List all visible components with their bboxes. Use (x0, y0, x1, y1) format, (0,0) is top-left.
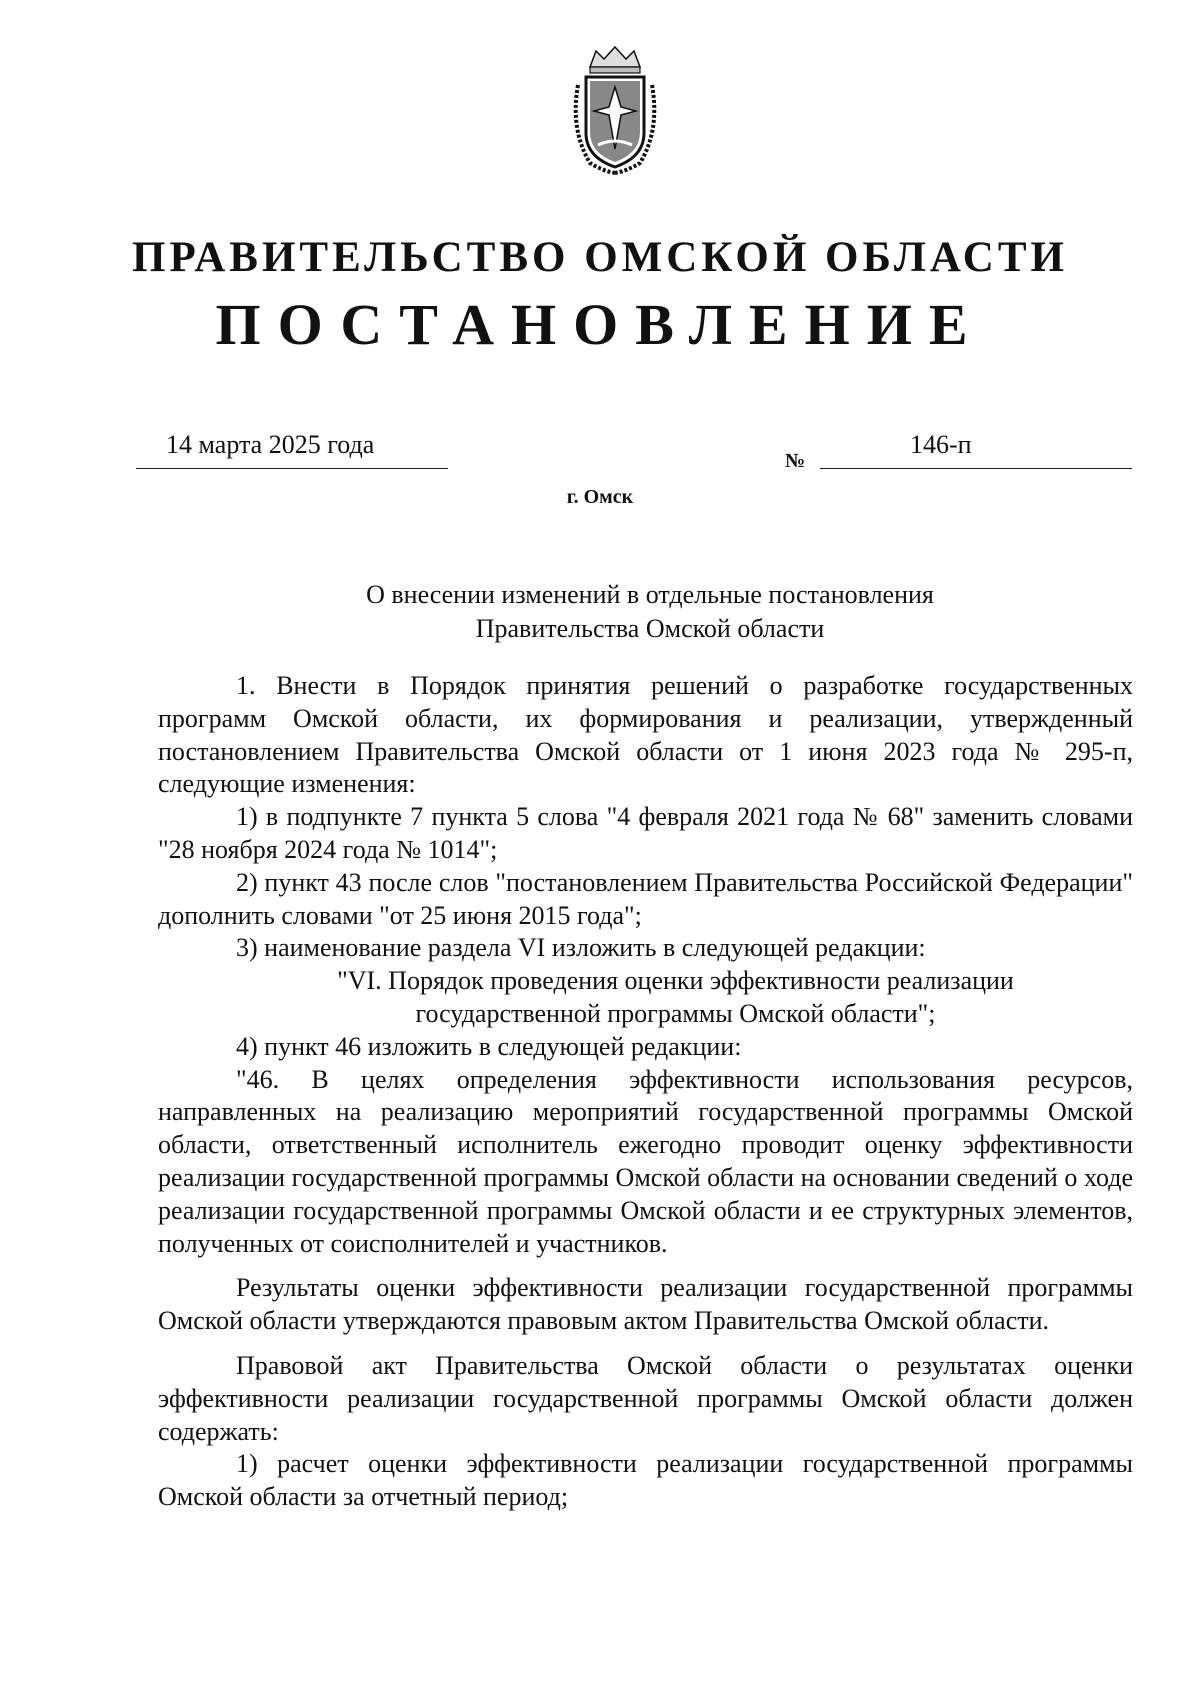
section-title-quote-line-1: "VI. Порядок проведения оценки эффективности реализации (337, 966, 1014, 996)
document-number: 146-п (910, 430, 972, 459)
paragraph-7: Результаты оценки эффективности реализации государственной программы Омской области утверждаются правовым актом Правительства Омской области. (158, 1273, 1133, 1336)
document-subject (0, 578, 1200, 646)
document-date: 14 марта 2025 года (166, 430, 375, 459)
number-field (820, 428, 1132, 469)
date-field (136, 428, 448, 469)
paragraph-3: 2) пункт 43 после слов "постановлением Правительства Российской Федерации" дополнить словами "от 25 июня 2015 года"; (158, 867, 1133, 930)
number-sign: № (785, 450, 806, 472)
paragraph-4: 3) наименование раздела VI изложить в следующей редакции: (236, 933, 926, 963)
paragraph-5: 4) пункт 46 изложить в следующей редакции: (236, 1031, 742, 1061)
city: г. Омск (566, 486, 634, 508)
paragraph-2: 1) в подпункте 7 пункта 5 слова "4 февраля 2021 года № 68" заменить словами "28 ноября 2024 года № 1014"; (158, 802, 1133, 864)
paragraph-9: 1) расчет оценки эффективности реализации государственной программы Омской области за отчетный период; (158, 1449, 1133, 1512)
subject-line-2: Правительства Омской области (475, 614, 825, 643)
document-type-title: ПОСТАНОВЛЕНИЕ (215, 292, 985, 357)
subject-line-1: О внесении изменений в отдельные постановления (366, 580, 934, 609)
paragraph-1: 1. Внести в Порядок принятия решений о разработке государственных программ Омской области, их формирования и реализации, утвержденный постановлением Правительства Омской области от 1 июня 2023 года № 295-п, следующие изменения: (158, 671, 1133, 799)
omsk-region-coat-of-arms-icon (568, 45, 662, 175)
paragraph-8: Правовой акт Правительства Омской области о результатах оценки эффективности реализации государственной программы Омской области должен содержать: (158, 1350, 1133, 1446)
government-title: ПРАВИТЕЛЬСТВО ОМСКОЙ ОБЛАСТИ (132, 234, 1068, 281)
document-body (158, 670, 1133, 1514)
section-title-quote-line-2: государственной программы Омской области"; (415, 998, 936, 1028)
paragraph-6: "46. В целях определения эффективности использования ресурсов, направленных на реализацию мероприятий государственной программы Омской области, ответственный исполнитель ежегодно проводит оценку эффективности реализации государственной программы Омской области на основании сведений о ходе реализации государственной программы Омской области и ее структурных элементов, полученных от соисполнителей и участников. (158, 1064, 1133, 1258)
